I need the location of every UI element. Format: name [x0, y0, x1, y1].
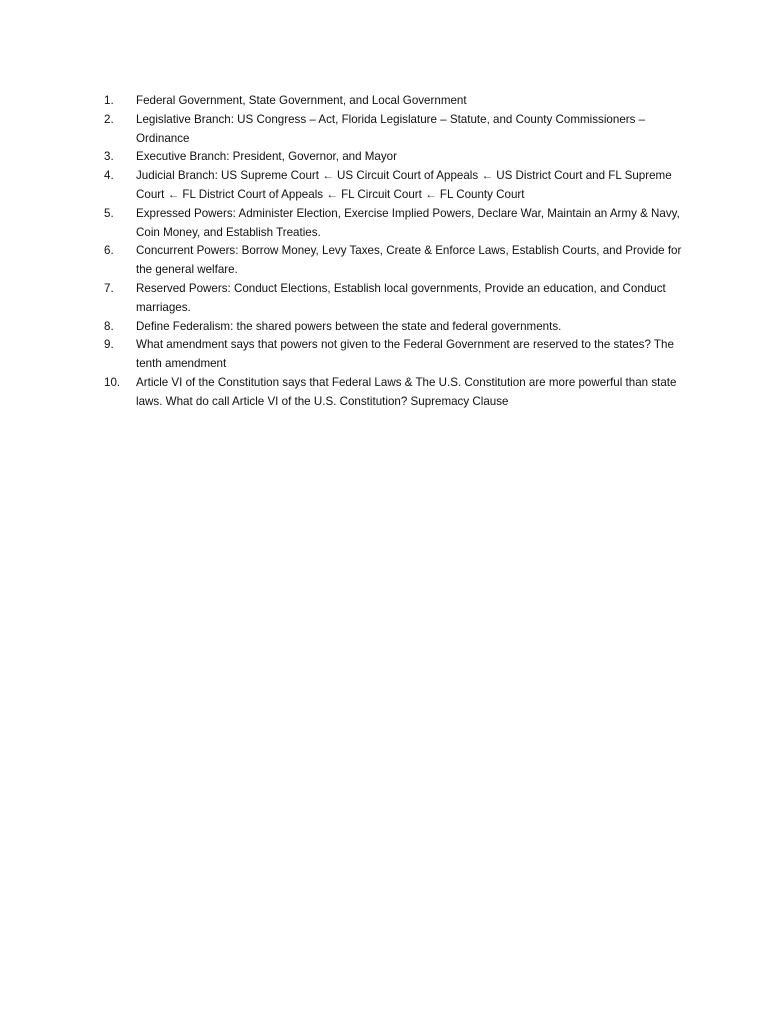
list-item — [104, 111, 684, 149]
list-item-text: Define Federalism: the shared powers between the state and federal governments. — [136, 319, 562, 333]
list-item-text: What amendment says that powers not given to the Federal Government are reserved to the states? The tenth amendment — [136, 338, 674, 371]
list-item-number: 10. — [104, 375, 121, 389]
list-item — [104, 318, 684, 337]
list-item-text: Article VI of the Constitution says that Federal Laws & The U.S. Constitution are more powerful than state laws. What do call Article VI of the U.S. Constitution? Supremacy Clause — [136, 375, 677, 408]
list-item-text: Reserved Powers: Conduct Elections, Establish local governments, Provide an education, and Conduct marriages. — [136, 281, 666, 314]
list-item-number: 6. — [104, 244, 114, 258]
list-item-number: 9. — [104, 338, 114, 352]
list-item-text: Federal Government, State Government, and Local Government — [136, 94, 467, 107]
list-item — [104, 374, 684, 412]
list-item-number: 2. — [104, 112, 114, 126]
list-item-number: 1. — [104, 94, 114, 107]
list-item-number: 3. — [104, 150, 114, 164]
list-item — [104, 167, 684, 205]
list-item-number: 5. — [104, 206, 114, 220]
list-item — [104, 92, 684, 111]
list-item-text: Legislative Branch: US Congress – Act, Florida Legislature – Statute, and County Commissioners – Ordinance — [136, 112, 646, 145]
list-item-text: Expressed Powers: Administer Election, Exercise Implied Powers, Declare War, Maintain an Army & Navy, Coin Money, and Establish Treaties. — [136, 206, 680, 239]
list-item-number: 4. — [104, 169, 114, 183]
list-item-text: Executive Branch: President, Governor, and Mayor — [136, 150, 397, 164]
list-item-text: Concurrent Powers: Borrow Money, Levy Taxes, Create & Enforce Laws, Establish Courts, and Provide for the general welfare. — [136, 244, 682, 277]
list-item-number: 7. — [104, 281, 114, 295]
list-item — [104, 336, 684, 374]
numbered-list — [104, 92, 684, 412]
list-item — [104, 242, 684, 280]
list-item — [104, 280, 684, 318]
list-item — [104, 205, 684, 243]
list-item — [104, 148, 684, 167]
list-item-number: 8. — [104, 319, 114, 333]
list-item-text: Judicial Branch: US Supreme Court ← US Circuit Court of Appeals ← US District Court and FL Supreme Court ← FL District Court of Appeals ← FL Circuit Court ← FL County Court — [136, 169, 672, 201]
